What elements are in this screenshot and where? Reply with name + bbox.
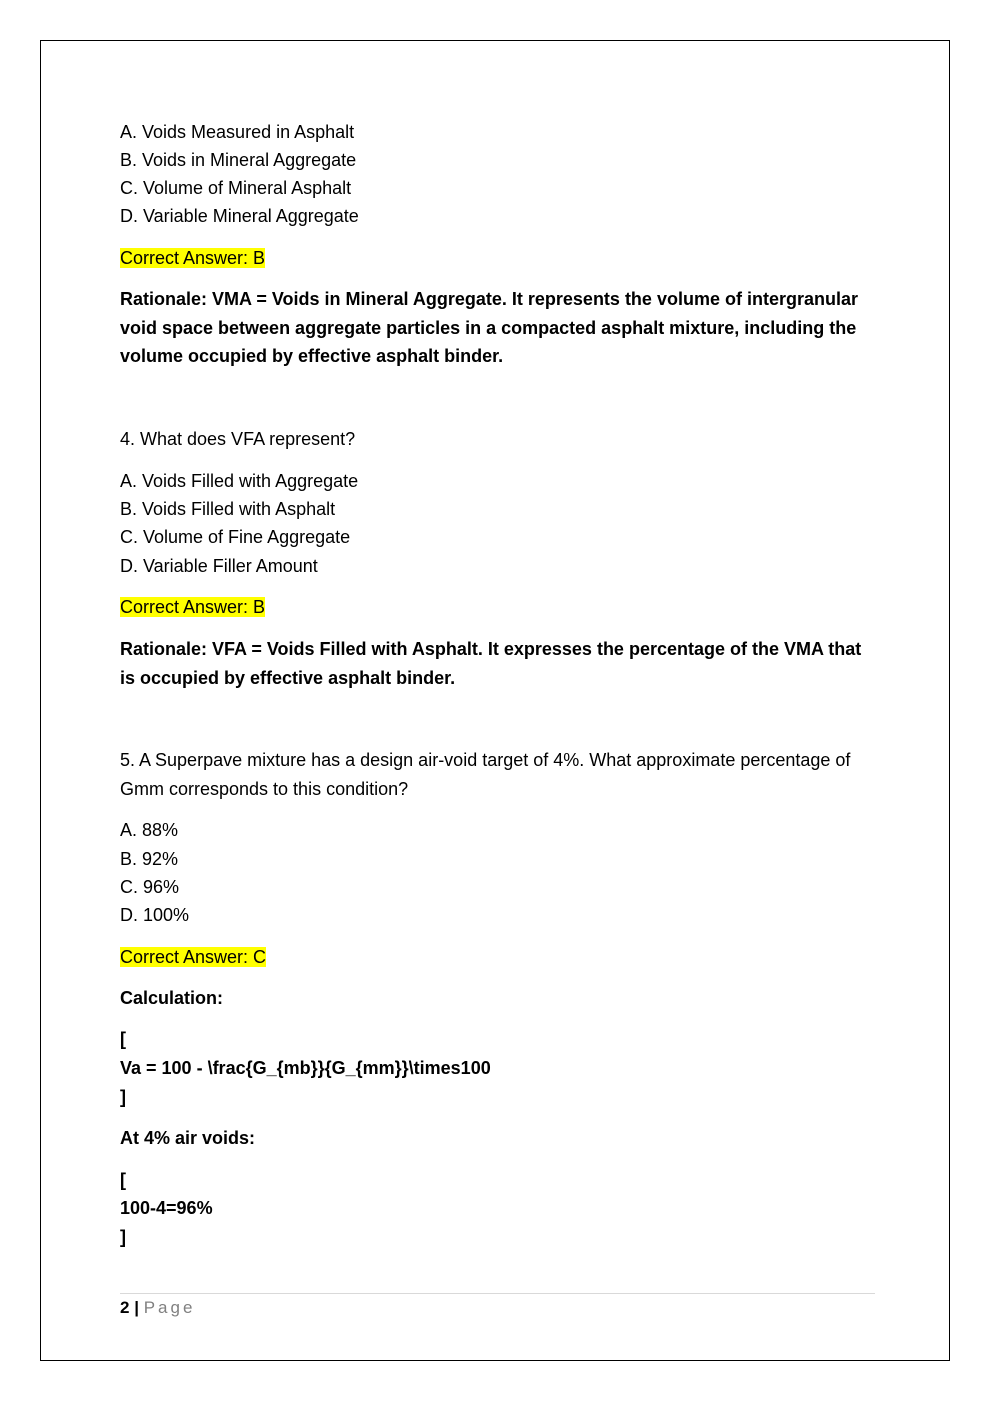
q5-question: 5. A Superpave mixture has a design air-void target of 4%. What approximate percentage of Gmm corresponds to this condition? (120, 750, 851, 799)
page-label: Page (143, 1298, 196, 1317)
page-footer (120, 1296, 195, 1320)
page-number: 2 (120, 1298, 130, 1317)
formula-va: Va = 100 - \frac{G_{mb}}{G_{mm}}\times100 (120, 1058, 491, 1078)
q4-option-b: B. Voids Filled with Asphalt (120, 499, 336, 519)
formula-close-bracket: ] (120, 1087, 126, 1107)
formula2-open-bracket: [ (120, 1170, 126, 1190)
q4-option-d: D. Variable Filler Amount (120, 556, 318, 576)
q5-correct-answer: Correct Answer: C (120, 947, 267, 967)
q5-option-b: B. 92% (120, 849, 179, 869)
q4-correct-answer: Correct Answer: B (120, 597, 266, 617)
footer-separator: | (134, 1298, 139, 1317)
air-voids-heading: At 4% air voids: (120, 1128, 256, 1148)
q3-option-c: C. Volume of Mineral Asphalt (120, 178, 352, 198)
q3-option-a: A. Voids Measured in Asphalt (120, 122, 355, 142)
page-border (40, 40, 950, 1361)
formula-open-bracket: [ (120, 1029, 126, 1049)
q4-question: 4. What does VFA represent? (120, 429, 356, 449)
q3-option-d: D. Variable Mineral Aggregate (120, 206, 359, 226)
q5-option-c: C. 96% (120, 877, 180, 897)
q3-rationale: Rationale: VMA = Voids in Mineral Aggregate. It represents the volume of intergranular void space between aggregate particles in a compacted asphalt mixture, including the volume occupied by effective asphalt binder. (120, 289, 858, 366)
q5-option-d: D. 100% (120, 905, 190, 925)
calculation-heading: Calculation: (120, 988, 224, 1008)
q4-option-c: C. Volume of Fine Aggregate (120, 527, 351, 547)
formula2-close-bracket: ] (120, 1227, 126, 1247)
formula2-result: 100-4=96% (120, 1198, 213, 1218)
q3-option-b: B. Voids in Mineral Aggregate (120, 150, 357, 170)
footer-divider (120, 1293, 875, 1294)
q3-correct-answer: Correct Answer: B (120, 248, 266, 268)
q4-option-a: A. Voids Filled with Aggregate (120, 471, 359, 491)
q4-rationale: Rationale: VFA = Voids Filled with Asphalt. It expresses the percentage of the VMA that is occupied by effective asphalt binder. (120, 639, 862, 688)
q5-option-a: A. 88% (120, 820, 179, 840)
